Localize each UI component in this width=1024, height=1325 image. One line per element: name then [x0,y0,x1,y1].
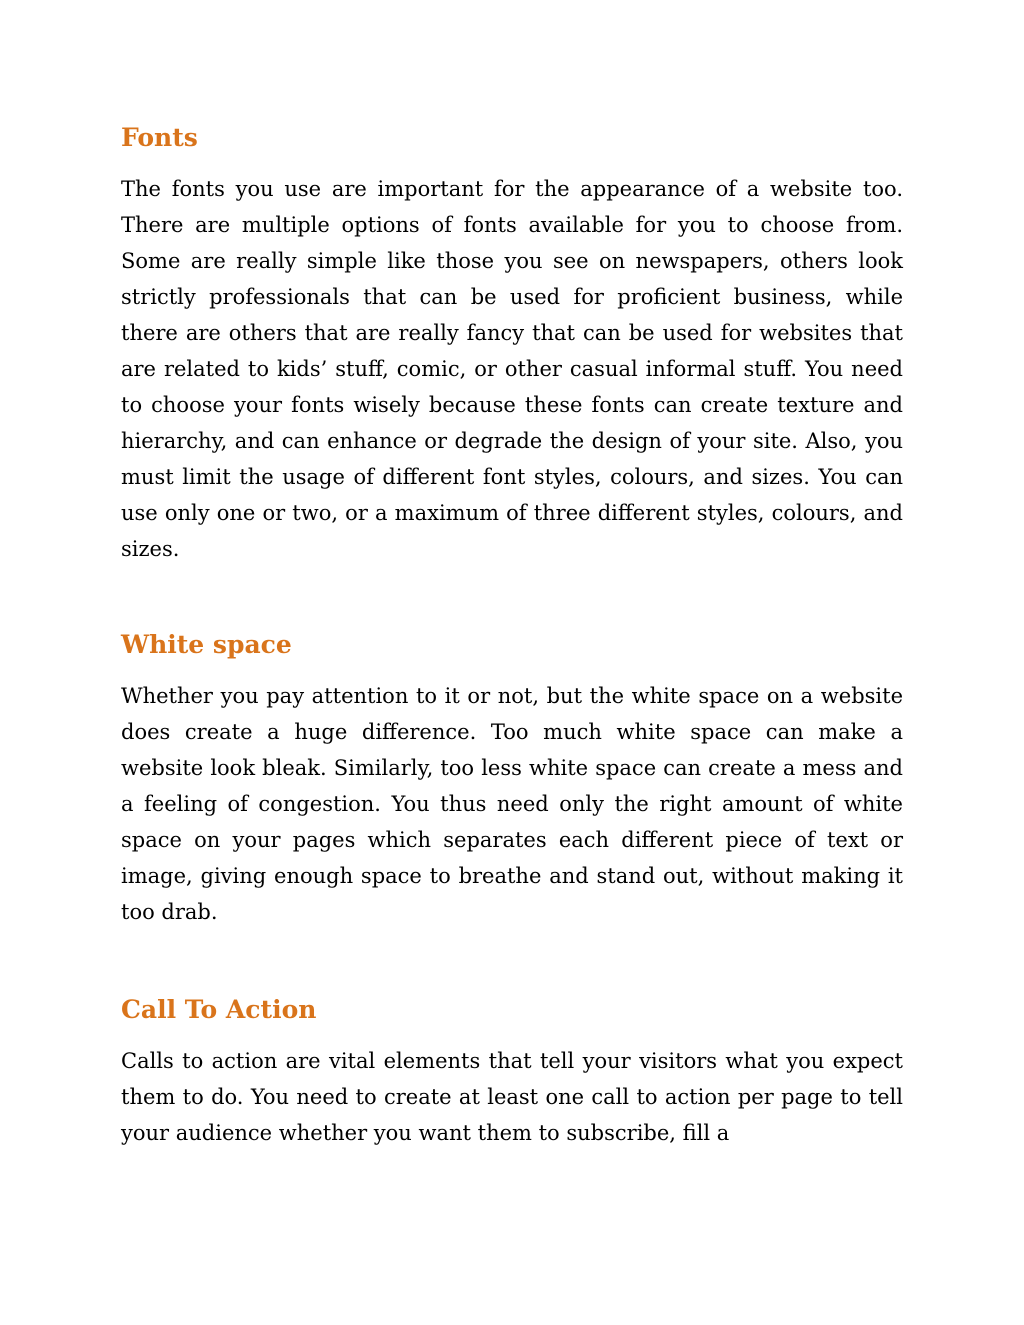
section-fonts [121,118,903,567]
paragraph-white-space: Whether you pay attention to it or not, but the white space on a website does create a huge difference. Too much white space can make a website look bleak. Similarly, too less white space can create a mess and a feeling of congestion. You thus need only the right amount of white space on your pages which separates each different piece of text or image, giving enough space to breathe and stand out, without making it too drab. [121,684,903,924]
heading-call-to-action: Call To Action [121,995,317,1024]
paragraph-call-to-action: Calls to action are vital elements that tell your visitors what you expect them to do. You need to create at least one call to action per page to tell your audience whether you want them to subscribe, fill a [121,1049,903,1145]
heading-fonts: Fonts [121,123,198,152]
page-content [121,118,903,1151]
section-white-space [121,625,903,930]
section-call-to-action [121,990,903,1151]
heading-white-space: White space [121,630,292,659]
paragraph-fonts: The fonts you use are important for the appearance of a website too. There are multiple options of fonts available for you to choose from. Some are really simple like those you see on newspapers, others look strictly professionals that can be used for proficient business, while there are others that are really fancy that can be used for websites that are related to kids’ stuff, comic, or other casual informal stuff. You need to choose your fonts wisely because these fonts can create texture and hierarchy, and can enhance or degrade the design of your site. Also, you must limit the usage of different font styles, colours, and sizes. You can use only one or two, or a maximum of three different styles, colours, and sizes. [121,177,903,561]
